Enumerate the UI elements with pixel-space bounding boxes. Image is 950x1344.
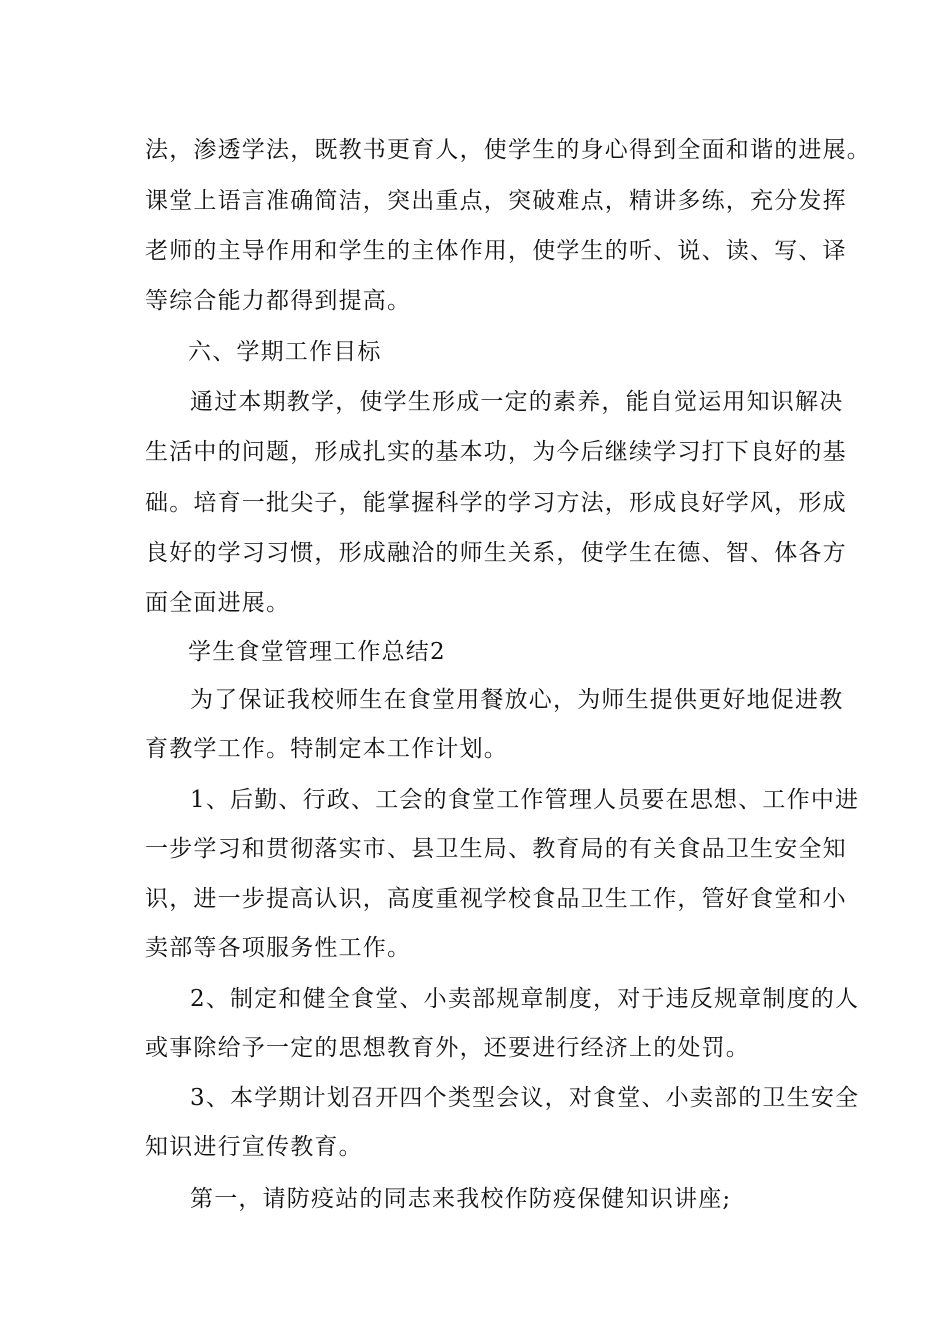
paragraph-line: 课堂上语言准确简洁，突出重点，突破难点，精讲多练，充分发挥: [145, 188, 847, 214]
paragraph-line: 为了保证我校师生在食堂用餐放心，为师生提供更好地促进教: [190, 687, 844, 713]
paragraph-line: 一步学习和贯彻落实市、县卫生局、教育局的有关食品卫生安全知: [145, 836, 847, 862]
paragraph-line: 通过本期教学，使学生形成一定的素养，能自觉运用知识解决: [190, 389, 844, 415]
paragraph-line: 育教学工作。特制定本工作计划。: [145, 736, 508, 762]
paragraph-line: 知识进行宣传教育。: [145, 1134, 363, 1160]
paragraph-line: 卖部等各项服务性工作。: [145, 935, 412, 961]
paragraph-line: 础。培育一批尖子，能掌握科学的学习方法，形成良好学风，形成: [145, 490, 847, 516]
paragraph-line: 面全面进展。: [145, 590, 291, 616]
paragraph-line: 生活中的问题，形成扎实的基本功，为今后继续学习打下良好的基: [145, 439, 847, 465]
paragraph-line: 法，渗透学法，既教书更育人，使学生的身心得到全面和谐的进展。: [145, 137, 871, 163]
paragraph-line: 良好的学习习惯，形成融洽的师生关系，使学生在德、智、体各方: [145, 540, 847, 566]
paragraph-line: 等综合能力都得到提高。: [145, 288, 412, 314]
paragraph-line: 识，进一步提高认识，高度重视学校食品卫生工作，管好食堂和小: [145, 886, 847, 912]
paragraph-line: 第一，请防疫站的同志来我校作防疫保健知识讲座;: [190, 1186, 732, 1212]
paragraph-line: 2、制定和健全食堂、小卖部规章制度，对于违反规章制度的人: [190, 986, 860, 1012]
paragraph-line: 3、本学期计划召开四个类型会议，对食堂、小卖部的卫生安全: [190, 1085, 860, 1111]
section-heading: 六、学期工作目标: [188, 339, 382, 365]
section-heading: 学生食堂管理工作总结2: [188, 639, 446, 665]
paragraph-line: 老师的主导作用和学生的主体作用，使学生的听、说、读、写、译: [145, 238, 847, 264]
paragraph-line: 或事除给予一定的思想教育外，还要进行经济上的处罚。: [145, 1035, 750, 1061]
paragraph-line: 1、后勤、行政、工会的食堂工作管理人员要在思想、工作中进: [190, 787, 860, 813]
